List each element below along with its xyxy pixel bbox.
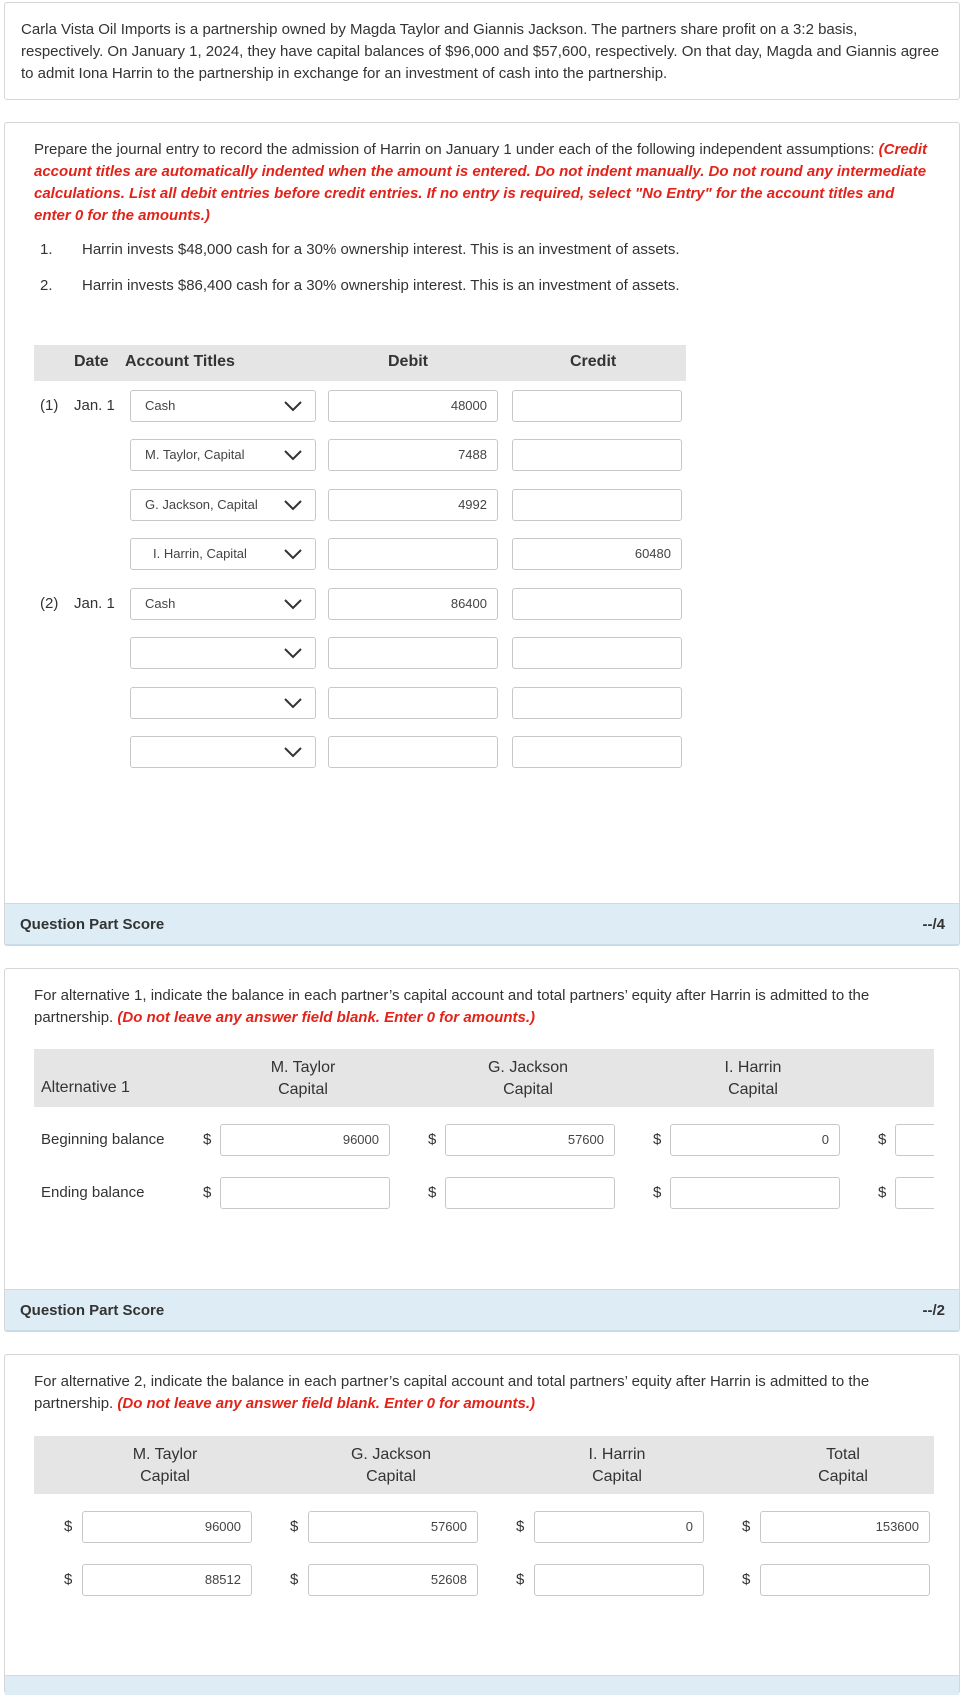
alternative-1-title: Alternative 1 — [41, 1079, 130, 1096]
alternative-1-instruction: For alternative 1, indicate the balance in each partner’s capital account and total partners’ equity after Harrin is admitted to the partnership. (Do not leave any answer field blank. Enter 0 for amounts.) — [34, 987, 870, 1026]
credit-input[interactable] — [512, 736, 682, 768]
beginning-balance-label: Beginning balance — [41, 1131, 165, 1148]
score-value: --/4 — [922, 916, 945, 933]
credit-input[interactable] — [512, 390, 682, 422]
chevron-down-icon — [283, 400, 303, 412]
question-part-score — [5, 1675, 959, 1695]
debit-input[interactable] — [328, 538, 498, 570]
m-taylor-capital-header: M. Taylor Capital — [270, 1059, 336, 1098]
i-harrin-ending-input[interactable] — [670, 1177, 840, 1209]
credit-input[interactable] — [512, 687, 682, 719]
date-column-header: Date — [74, 353, 109, 370]
debit-input[interactable] — [328, 687, 498, 719]
account-title-select[interactable] — [130, 687, 316, 719]
question-part-score — [5, 903, 959, 945]
currency-symbol: $ — [878, 1184, 887, 1201]
i-harrin-capital-header: I. Harrin Capital — [724, 1059, 782, 1098]
list-item-number: 1. — [40, 241, 53, 258]
i-harrin-capital-header: I. Harrin Capital — [588, 1446, 646, 1485]
currency-symbol: $ — [203, 1184, 212, 1201]
credit-column-header: Credit — [570, 353, 617, 370]
m-taylor-beginning-input[interactable]: 96000 — [220, 1124, 390, 1156]
g-jackson-row2-input[interactable]: 52608 — [308, 1564, 478, 1596]
list-item-text: Harrin invests $86,400 cash for a 30% ownership interest. This is an investment of assets. — [82, 277, 680, 294]
debit-input[interactable]: 7488 — [328, 439, 498, 471]
chevron-down-icon — [283, 697, 303, 709]
total-capital-header: Total Capital — [818, 1446, 868, 1485]
chevron-down-icon — [283, 548, 303, 560]
currency-symbol: $ — [878, 1131, 887, 1148]
entry-number: (2) — [40, 595, 59, 612]
account-title-select[interactable]: G. Jackson, Capital — [130, 489, 316, 521]
chevron-down-icon — [283, 598, 303, 610]
account-title-select[interactable]: Cash — [130, 588, 316, 620]
journal-instruction-note: (Credit account titles are automatically indented when the amount is entered. Do not indent manually. Do not round any intermediate calculations. List all debit entries before credit entries. If no entry is required, select "No Entry" for the account titles and enter 0 for the amounts.) — [34, 141, 928, 224]
currency-symbol: $ — [653, 1131, 662, 1148]
currency-symbol: $ — [64, 1518, 73, 1535]
intro-text: Carla Vista Oil Imports is a partnership owned by Magda Taylor and Giannis Jackson. The partners share profit on a 3:2 basis, respectively. On January 1, 2024, they have capital balances of $96,000 and $57,600, respectively. On that day, Magda and Giannis agree to admit Iona Harrin to the partnership in exchange for an investment of cash into the partnership. — [21, 21, 940, 82]
m-taylor-ending-input[interactable] — [220, 1177, 390, 1209]
problem-statement — [4, 2, 960, 100]
m-taylor-row1-input[interactable]: 96000 — [82, 1511, 252, 1543]
currency-symbol: $ — [742, 1518, 751, 1535]
credit-input[interactable] — [512, 588, 682, 620]
currency-symbol: $ — [290, 1518, 299, 1535]
entry-number: (1) — [40, 397, 59, 414]
currency-symbol: $ — [428, 1184, 437, 1201]
debit-column-header: Debit — [388, 353, 428, 370]
total-row1-input[interactable]: 153600 — [760, 1511, 930, 1543]
chevron-down-icon — [283, 499, 303, 511]
list-item-text: Harrin invests $48,000 cash for a 30% ownership interest. This is an investment of assets. — [82, 241, 680, 258]
credit-input[interactable] — [512, 637, 682, 669]
alternative-1-instruction-note: (Do not leave any answer field blank. Enter 0 for amounts.) — [117, 1009, 535, 1026]
chevron-down-icon — [283, 647, 303, 659]
i-harrin-beginning-input[interactable]: 0 — [670, 1124, 840, 1156]
account-title-select[interactable] — [130, 637, 316, 669]
journal-instruction: Prepare the journal entry to record the admission of Harrin on January 1 under each of the following independent assumptions: (Credit account titles are automatically indented when the amount is entered. Do not indent manually. Do not round any intermediate calculations. List all debit entries before credit entries. If no entry is required, select "No Entry" for the account titles and enter 0 for the amounts.) — [34, 141, 928, 224]
chevron-down-icon — [283, 449, 303, 461]
g-jackson-ending-input[interactable] — [445, 1177, 615, 1209]
currency-symbol: $ — [742, 1571, 751, 1588]
debit-input[interactable] — [328, 637, 498, 669]
debit-input[interactable]: 48000 — [328, 390, 498, 422]
g-jackson-capital-header: G. Jackson Capital — [350, 1446, 432, 1485]
i-harrin-row1-input[interactable]: 0 — [534, 1511, 704, 1543]
account-titles-column-header: Account Titles — [125, 353, 235, 370]
entry-date: Jan. 1 — [74, 595, 115, 612]
m-taylor-capital-header: M. Taylor Capital — [132, 1446, 198, 1485]
currency-symbol: $ — [516, 1571, 525, 1588]
chevron-down-icon — [283, 746, 303, 758]
total-ending-input[interactable] — [895, 1177, 934, 1209]
currency-symbol: $ — [516, 1518, 525, 1535]
debit-input[interactable] — [328, 736, 498, 768]
g-jackson-row1-input[interactable]: 57600 — [308, 1511, 478, 1543]
currency-symbol: $ — [653, 1184, 662, 1201]
i-harrin-row2-input[interactable] — [534, 1564, 704, 1596]
currency-symbol: $ — [203, 1131, 212, 1148]
credit-input[interactable] — [512, 439, 682, 471]
alternative-2-question — [4, 1354, 960, 1694]
total-row2-input[interactable] — [760, 1564, 930, 1596]
alternative-2-instruction: For alternative 2, indicate the balance in each partner’s capital account and total partners’ equity after Harrin is admitted to the partnership. (Do not leave any answer field blank. Enter 0 for amounts.) — [34, 1373, 870, 1412]
alternative-2-instruction-note: (Do not leave any answer field blank. Enter 0 for amounts.) — [117, 1395, 535, 1412]
score-label: Question Part Score — [20, 916, 165, 933]
account-title-select[interactable]: I. Harrin, Capital — [130, 538, 316, 570]
g-jackson-beginning-input[interactable]: 57600 — [445, 1124, 615, 1156]
alternative-1-question — [4, 968, 960, 1332]
score-label: Question Part Score — [20, 1302, 165, 1319]
debit-input[interactable]: 86400 — [328, 588, 498, 620]
account-title-select[interactable]: M. Taylor, Capital — [130, 439, 316, 471]
currency-symbol: $ — [290, 1571, 299, 1588]
g-jackson-capital-header: G. Jackson Capital — [487, 1059, 569, 1098]
currency-symbol: $ — [64, 1571, 73, 1588]
journal-table-header — [34, 345, 686, 381]
entry-date: Jan. 1 — [74, 397, 115, 414]
question-part-score — [5, 1289, 959, 1331]
credit-input[interactable] — [512, 489, 682, 521]
credit-input[interactable]: 60480 — [512, 538, 682, 570]
debit-input[interactable]: 4992 — [328, 489, 498, 521]
ending-balance-label: Ending balance — [41, 1184, 145, 1201]
journal-entry-question — [4, 122, 960, 946]
list-item-number: 2. — [40, 277, 53, 294]
total-beginning-input[interactable] — [895, 1124, 934, 1156]
currency-symbol: $ — [428, 1131, 437, 1148]
account-title-select[interactable] — [130, 736, 316, 768]
account-title-select[interactable]: Cash — [130, 390, 316, 422]
m-taylor-row2-input[interactable]: 88512 — [82, 1564, 252, 1596]
alternative-1-table — [5, 1049, 934, 1229]
score-value: --/2 — [922, 1302, 945, 1319]
